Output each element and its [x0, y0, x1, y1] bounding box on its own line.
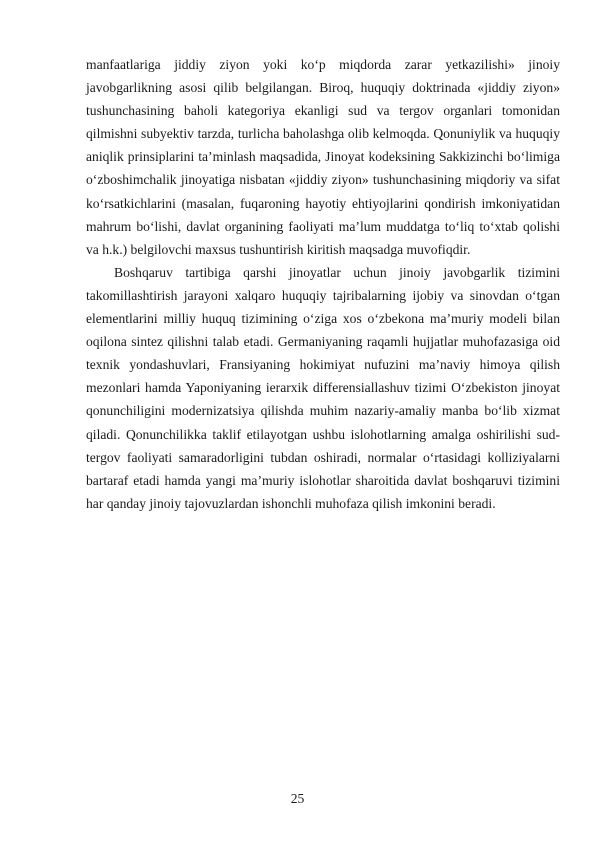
paragraph: Boshqaruv tartibiga qarshi jinoyatlar uchun jinoiy javobgarlik tizimini takomillashtirish jarayoni xalqaro huquqiy tajribalarning ijobiy va sinovdan o‘tgan elementlarini milliy huquq tizimining o‘ziga xos o‘zbekona ma’muriy modeli bilan oqilona sintez qilishni talab etadi. Germaniyaning raqamli hujjatlar muhofazasiga oid texnik yondashuvlari, Fransiyaning hokimiyat nufuzini ma’naviy himoya qilish mezonlari hamda Yaponiyaning ierarxik differensiallashuv tizimi O‘zbekiston jinoyat qonunchiligini modernizatsiya qilishda muhim nazariy-amaliy manba bo‘lib xizmat qiladi. Qonunchilikka taklif etilayotgan ushbu islohotlarning amalga oshirilishi sud-tergov faoliyati samaradorligini tubdan oshiradi, normalar o‘rtasidagi kolliziyalarni bartaraf etadi hamda yangi ma’muriy islohotlar sharoitida davlat boshqaruvi tizimini har qanday jinoiy tajovuzlardan ishonchli muhofaza qilish imkonini beradi.: [86, 264, 560, 511]
body-text: [86, 53, 560, 515]
paragraph-continuation: manfaatlariga jiddiy ziyon yoki ko‘p miqdorda zarar yetkazilishi» jinoiy javobgarlikning asosi qilib belgilangan. Biroq, huquqiy doktrinada «jiddiy ziyon» tushunchasining baholi kategoriya ekanligi sud va tergov organlari tomonidan qilmishni subyektiv tarzda, turlicha baholashga olib kelmoqda. Qonuniylik va huquqiy aniqlik prinsiplarini ta’minlash maqsadida, Jinoyat kodeksining Sakkizinchi bo‘limiga o‘zboshimchalik jinoyatiga nisbatan «jiddiy ziyon» tushunchasining miqdoriy va sifat ko‘rsatkichlarini (masalan, fuqaroning hayotiy ehtiyojlarini qondirish imkoniyatidan mahrum bo‘lishi, davlat organining faoliyati ma’lum muddatga to‘liq to‘xtab qolishi va h.k.) belgilovchi maxsus tushuntirish kiritish maqsadga muvofiqdir.: [86, 57, 560, 257]
page-number: 25: [290, 791, 305, 806]
